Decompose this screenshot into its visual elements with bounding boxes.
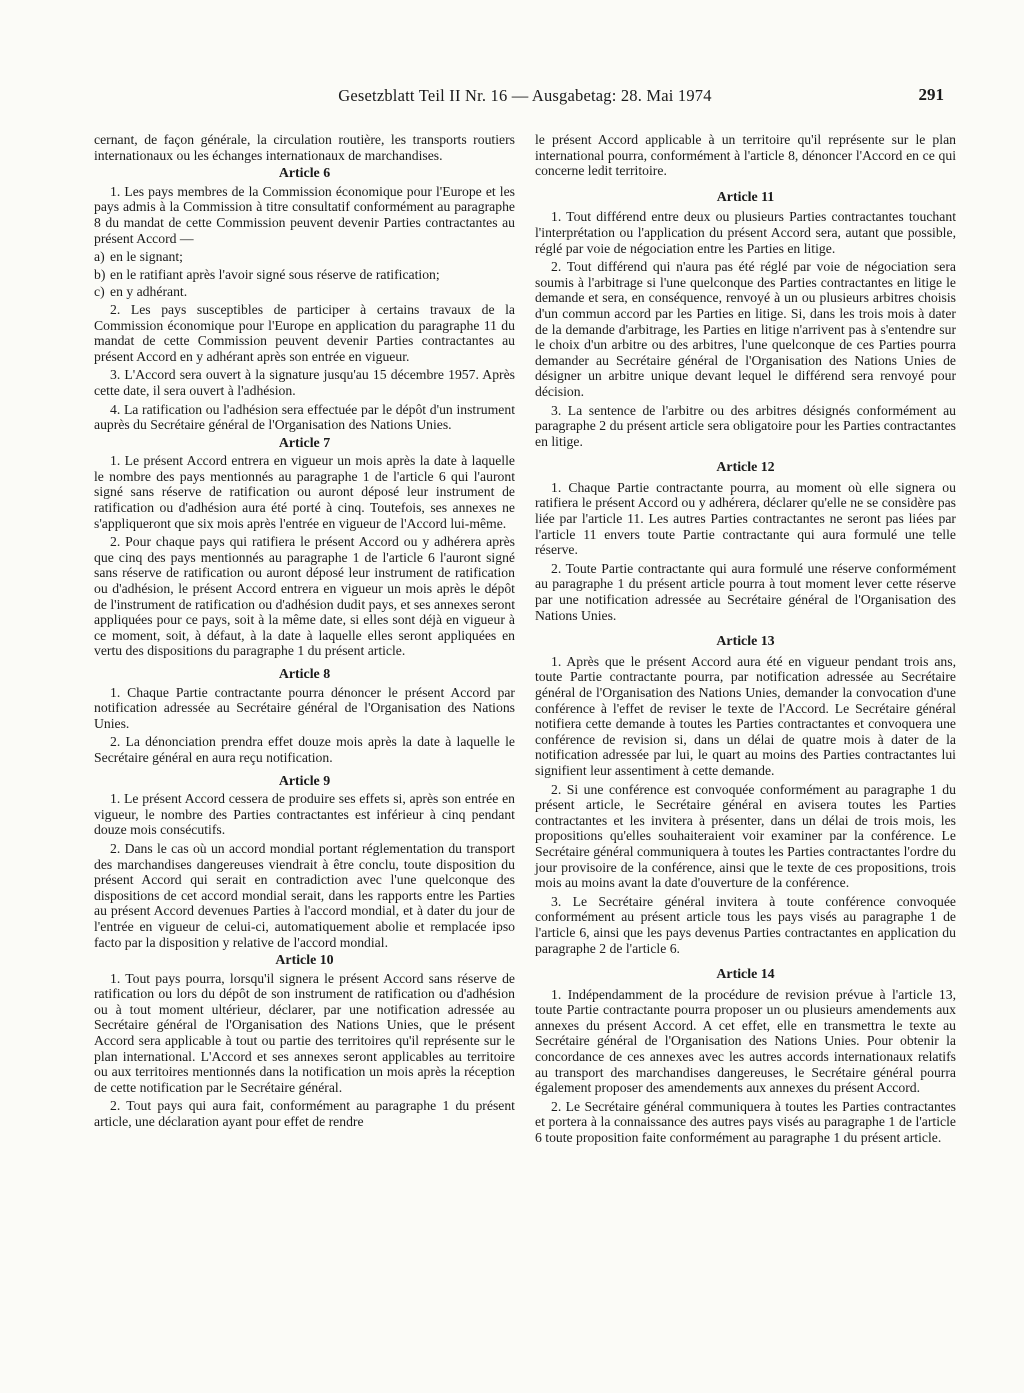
running-title: Gesetzblatt Teil II Nr. 16 — Ausgabetag: 28. Mai 1974 — [338, 86, 712, 105]
paragraph-continued: cernant, de façon générale, la circulation routière, les transports routiers internationaux ou les échanges internationaux de marchandises. — [94, 132, 515, 163]
paragraph: 1. Chaque Partie contractante pourra, au moment où elle signera ou ratifiera le présent Accord ou y adhérera, déclarer qu'elle ne se considère pas liée par l'article 11. Les autres Parties contractantes ne seront pas liées par l'article 11 envers toute Partie contractante qui aura formulé une telle réserve. — [535, 479, 956, 558]
article-7-heading: Article 7 — [278, 435, 331, 451]
paragraph: 1. Après que le présent Accord aura été en vigueur pendant trois ans, toute Partie contractante pourra, par notification adressée au Secrétaire général de l'Organisation des Nations Unies, demander la convocation d'une conférence à l'effet de reviser le texte de l'Accord. Le Secrétaire général notifiera cette demande à toutes les Parties contractantes et convoquera une conférence de revision si, dans un délai de quatre mois à dater de la notification adressée par lui, le quart au moins des Parties contractantes lui signifient leur assentiment à cette demande. — [535, 653, 956, 778]
paragraph: 2. Dans le cas où un accord mondial portant réglementation du transport des marchandises dangereuses viendrait à être conclu, toute disposition du présent Accord qui serait en contradiction avec l'une quelconque des dispositions de cet accord mondial serait, dans les rapports entre les Parties au présent Accord devenues Parties à l'accord mondial, et à dater du jour de l'entrée en vigueur de celui-ci, automatiquement abolie et remplacée ipso facto par la disposition y relative de l'accord mondial. — [94, 840, 515, 950]
paragraph: 1. Les pays membres de la Commission économique pour l'Europe et les pays admis à la Commission à titre consultatif conformément au paragraphe 8 du mandat de cette Commission peuvent devenir Parties contractantes au présent Accord — — [94, 183, 515, 246]
list-item — [94, 284, 515, 300]
list-text: en le ratifiant après l'avoir signé sous réserve de ratification; — [110, 266, 440, 282]
paragraph: 4. La ratification ou l'adhésion sera effectuée par le dépôt d'un instrument auprès du Secrétaire général de l'Organisation des Nations Unies. — [94, 401, 515, 433]
paragraph: 2. Tout différend qui n'aura pas été réglé par voie de négociation sera soumis à l'arbitrage si l'une quelconque des Parties contractantes en litige le demande et sera, en conséquence, renvoyé à un ou plusieurs arbitres choisis d'un commun accord par les Parties en litige. Si, dans les trois mois à dater de la demande d'arbitrage, les Parties en litige n'arrivent pas à s'entendre sur le choix d'un arbitre ou des arbitres, l'une quelconque de ces Parties pourra demander au Secrétaire général de l'Organisation des Nations Unies de désigner un arbitre unique devant lequel le différend sera renvoyé pour décision. — [535, 259, 956, 399]
paragraph: 2. Si une conférence est convoquée conformément au paragraphe 1 du présent article, le Secrétaire général en avisera toutes les Parties contractantes et les invitera à présenter, dans un délai de trois mois, les propositions qu'elles souhaiteraient voir examiner par la conférence. Le Secrétaire général communiquera à toutes les Parties contractantes l'ordre du jour provisoire de la conférence, ainsi que le texte de ces propositions, trois mois au moins avant la date d'ouverture de la conférence. — [535, 781, 956, 891]
paragraph: 1. Tout différend entre deux ou plusieurs Parties contractantes touchant l'interprétation ou l'application du présent Accord sera, autant que possible, réglé par voie de négociation entre les Parties en litige. — [535, 209, 956, 256]
article-10-heading: Article 10 — [275, 953, 334, 969]
paragraph: 3. L'Accord sera ouvert à la signature jusqu'au 15 décembre 1957. Après cette date, il sera ouvert à l'adhésion. — [94, 367, 515, 398]
paragraph: 1. Indépendamment de la procédure de revision prévue à l'article 13, toute Partie contractante pourra proposer un ou plusieurs amendements aux annexes du présent Accord. A cet effet, elle en transmettra le texte au Secrétaire général de l'Organisation des Nations Unies. Pour obtenir la concordance de ces annexes avec les autres accords internationaux relatifs au transport des marchandises dangereuses, le Secrétaire général pourra également proposer des amendements aux annexes du présent Accord. — [535, 986, 956, 1096]
paragraph: 3. La sentence de l'arbitre ou des arbitres désignés conformément au paragraphe 2 du présent article sera obligatoire pour les Parties contractantes en litige. — [535, 402, 956, 449]
list-text: en le signant; — [110, 249, 183, 265]
list-item — [94, 267, 515, 283]
paragraph: 1. Le présent Accord cessera de produire ses effets si, après son entrée en vigueur, le nombre des Parties contractantes est inférieur à cinq pendant douze mois consécutifs. — [94, 791, 515, 838]
paragraph: 1. Tout pays pourra, lorsqu'il signera le présent Accord sans réserve de ratification ou lors du dépôt de son instrument de ratification ou d'adhésion ou à tout moment ultérieur, déclarer, par une notification adressée au Secrétaire général de l'Organisation des Nations Unies, que le présent Accord sera applicable à tout ou partie des territoires qu'il représente sur le plan international. L'Accord et ses annexes seront applicables au territoire ou aux territoires mentionnés dans la notification un mois après la réception de cette notification par le Secrétaire général. — [94, 970, 515, 1095]
list-label: c) — [94, 284, 105, 300]
left-column — [94, 132, 515, 1133]
paragraph: 2. Les pays susceptibles de participer à certains travaux de la Commission économique pour l'Europe en application du paragraphe 11 du mandat de cette Commission peuvent devenir Parties contractantes au présent Accord en y adhérant après son entrée en vigueur. — [94, 301, 515, 364]
paragraph: 2. Pour chaque pays qui ratifiera le présent Accord ou y adhérera après que cinq des pays mentionnés au paragraphe 1 de l'article 6 l'auront signé sans réserve de ratification ou auront déposé leur instrument de ratification ou d'adhésion, le présent Accord entrera en vigueur un mois après le dépôt de l'instrument de ratification ou d'adhésion dudit pays, et ses annexes seront appliquées pour ce pays, soit à la même date, si elles sont déjà en vigueur à ce moment, soit, à défaut, à la date à laquelle elles seront appliquées en vertu des dispositions du paragraphe 1 du présent article. — [94, 534, 515, 659]
page-header — [94, 86, 956, 110]
list-label: b) — [94, 266, 106, 282]
paragraph: 2. Toute Partie contractante qui aura formulé une réserve conformément au paragraphe 1 du présent article pourra à tout moment lever cette réserve par une notification adressée au Secrétaire général de l'Organisation des Nations Unies. — [535, 560, 956, 623]
paragraph: 1. Le présent Accord entrera en vigueur un mois après la date à laquelle le nombre des pays mentionnés au paragraphe 1 de l'article 6 qui l'auront signé sans réserve de ratification ou auront déposé leur instrument de ratification ou d'adhésion aura été porté à cinq. Toutefois, ses annexes ne s'appliqueront que six mois après l'entrée en vigueur de l'Accord lui-même. — [94, 453, 515, 531]
paragraph: 2. Tout pays qui aura fait, conformément au paragraphe 1 du présent article, une déclaration ayant pour effet de rendre — [94, 1098, 515, 1130]
paragraph: 1. Chaque Partie contractante pourra dénoncer le présent Accord par notification adressée au Secrétaire général de l'Organisation des Nations Unies. — [94, 684, 515, 731]
paragraph: 3. Le Secrétaire général invitera à toute conférence convoquée conformément au présent article tous les pays visés au paragraphe 1 de l'article 6, ainsi que les pays devenus Parties contractantes en application du paragraphe 2 de l'article 6. — [535, 893, 956, 956]
list-label: a) — [94, 249, 105, 265]
article-8-heading: Article 8 — [278, 667, 331, 682]
paragraph-continued: le présent Accord applicable à un territoire qu'il représente sur le plan international pourra, conformément à l'article 8, dénoncer l'Accord en ce qui concerne ledit territoire. — [535, 132, 956, 179]
list-item — [94, 249, 515, 265]
paragraph: 2. Le Secrétaire général communiquera à toutes les Parties contractantes et portera à la connaissance des autres pays visés au paragraphe 1 de l'article 6 toute proposition faite conformément au paragraphe 1 du présent article. — [535, 1098, 956, 1146]
right-column — [535, 132, 956, 1149]
article-6-heading: Article 6 — [278, 166, 331, 182]
article-11-heading: Article 11 — [716, 189, 775, 205]
article-12-heading: Article 12 — [716, 460, 775, 476]
list-text: en y adhérant. — [110, 284, 188, 300]
article-13-heading: Article 13 — [716, 634, 775, 650]
article-9-heading: Article 9 — [278, 773, 331, 789]
article-14-heading: Article 14 — [716, 967, 775, 983]
page-number: 291 — [918, 85, 944, 104]
paragraph: 2. La dénonciation prendra effet douze mois après la date à laquelle le Secrétaire général en aura reçu notification. — [94, 734, 515, 765]
